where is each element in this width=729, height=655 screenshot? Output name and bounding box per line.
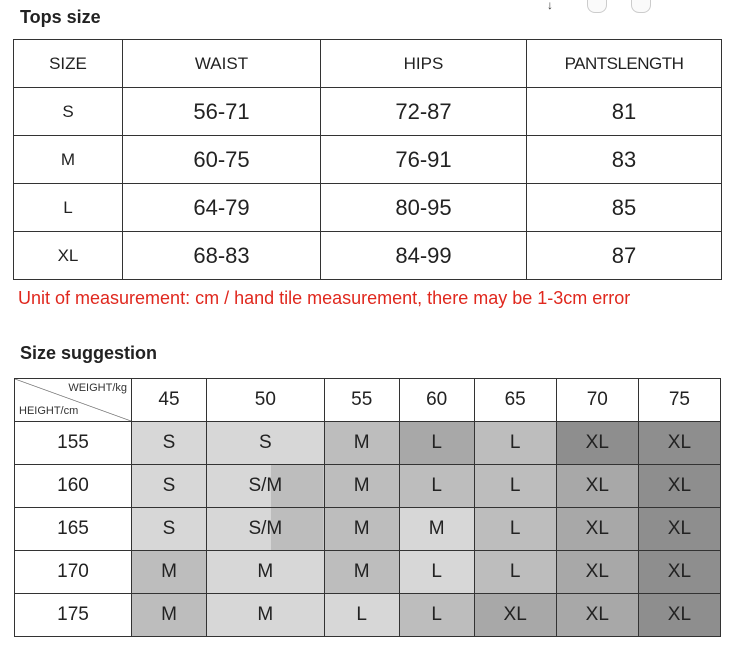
height-cell: 160	[15, 465, 132, 508]
corner-cell	[15, 379, 132, 422]
table-row	[14, 184, 722, 232]
table-row	[14, 136, 722, 184]
size-cell: L	[474, 422, 556, 465]
size-cell: M	[324, 465, 399, 508]
size-cell: S	[206, 422, 324, 465]
header-size: SIZE	[14, 40, 123, 88]
height-cell: 175	[15, 594, 132, 637]
size-cell: L	[474, 508, 556, 551]
size-cell: L	[399, 465, 474, 508]
table-header-row	[14, 40, 722, 88]
height-axis-label: HEIGHT/cm	[19, 405, 79, 417]
size-cell: XL	[638, 508, 720, 551]
waist-cell: 68-83	[123, 232, 321, 280]
cup-icon	[631, 0, 651, 13]
size-cell: S	[132, 465, 207, 508]
size-cell: L	[324, 594, 399, 637]
size-cell: M	[132, 594, 207, 637]
size-cell: L	[399, 594, 474, 637]
height-cell: 170	[15, 551, 132, 594]
size-cell: M	[206, 594, 324, 637]
table-row	[15, 465, 721, 508]
table-row	[14, 88, 722, 136]
size-cell: XL	[556, 508, 638, 551]
size-chart-table	[13, 39, 722, 280]
size-cell: S	[132, 508, 207, 551]
size-cell: S	[14, 88, 123, 136]
weight-header: 55	[324, 379, 399, 422]
pants-length-cell: 87	[527, 232, 722, 280]
size-cell: XL	[556, 422, 638, 465]
size-cell: XL	[556, 594, 638, 637]
size-cell: L	[399, 422, 474, 465]
height-cell: 165	[15, 508, 132, 551]
weight-header: 60	[399, 379, 474, 422]
size-cell: M	[324, 422, 399, 465]
size-suggestion-table	[14, 378, 721, 637]
measurement-note: Unit of measurement: cm / hand tile measurement, there may be 1-3cm error	[18, 288, 631, 308]
down-arrow-icon: ↓	[547, 0, 553, 12]
size-cell: XL	[474, 594, 556, 637]
waist-cell: 64-79	[123, 184, 321, 232]
size-cell: S	[132, 422, 207, 465]
weight-axis-label: WEIGHT/kg	[68, 382, 127, 394]
size-cell: M	[324, 551, 399, 594]
size-cell: XL	[638, 551, 720, 594]
pants-length-cell: 83	[527, 136, 722, 184]
size-cell: L	[474, 465, 556, 508]
weight-header-row	[15, 379, 721, 422]
size-cell: XL	[638, 594, 720, 637]
size-cell: M	[206, 551, 324, 594]
height-cell: 155	[15, 422, 132, 465]
weight-header: 50	[206, 379, 324, 422]
weight-header: 75	[638, 379, 720, 422]
table-row	[15, 508, 721, 551]
size-cell: M	[324, 508, 399, 551]
hips-cell: 80-95	[321, 184, 527, 232]
header-waist: WAIST	[123, 40, 321, 88]
size-cell: L	[399, 551, 474, 594]
size-cell: XL	[638, 422, 720, 465]
size-cell: S/M	[206, 465, 324, 508]
tops-size-heading: Tops size	[20, 7, 101, 27]
waist-cell: 56-71	[123, 88, 321, 136]
size-cell: XL	[638, 465, 720, 508]
table-row	[14, 232, 722, 280]
size-cell: S/M	[206, 508, 324, 551]
table-row	[15, 551, 721, 594]
header-pants-length: PANTSLENGTH	[527, 40, 722, 88]
size-cell: L	[474, 551, 556, 594]
header-hips: HIPS	[321, 40, 527, 88]
size-cell: M	[14, 136, 123, 184]
weight-header: 65	[474, 379, 556, 422]
waist-cell: 60-75	[123, 136, 321, 184]
weight-header: 45	[132, 379, 207, 422]
hips-cell: 76-91	[321, 136, 527, 184]
pants-length-cell: 85	[527, 184, 722, 232]
table-row	[15, 594, 721, 637]
hips-cell: 84-99	[321, 232, 527, 280]
size-cell: XL	[14, 232, 123, 280]
pants-length-cell: 81	[527, 88, 722, 136]
size-cell: XL	[556, 551, 638, 594]
weight-header: 70	[556, 379, 638, 422]
cup-icon	[587, 0, 607, 13]
size-cell: L	[14, 184, 123, 232]
size-cell: M	[132, 551, 207, 594]
size-cell: M	[399, 508, 474, 551]
hips-cell: 72-87	[321, 88, 527, 136]
size-suggestion-heading: Size suggestion	[20, 343, 158, 363]
size-cell: XL	[556, 465, 638, 508]
table-row	[15, 422, 721, 465]
